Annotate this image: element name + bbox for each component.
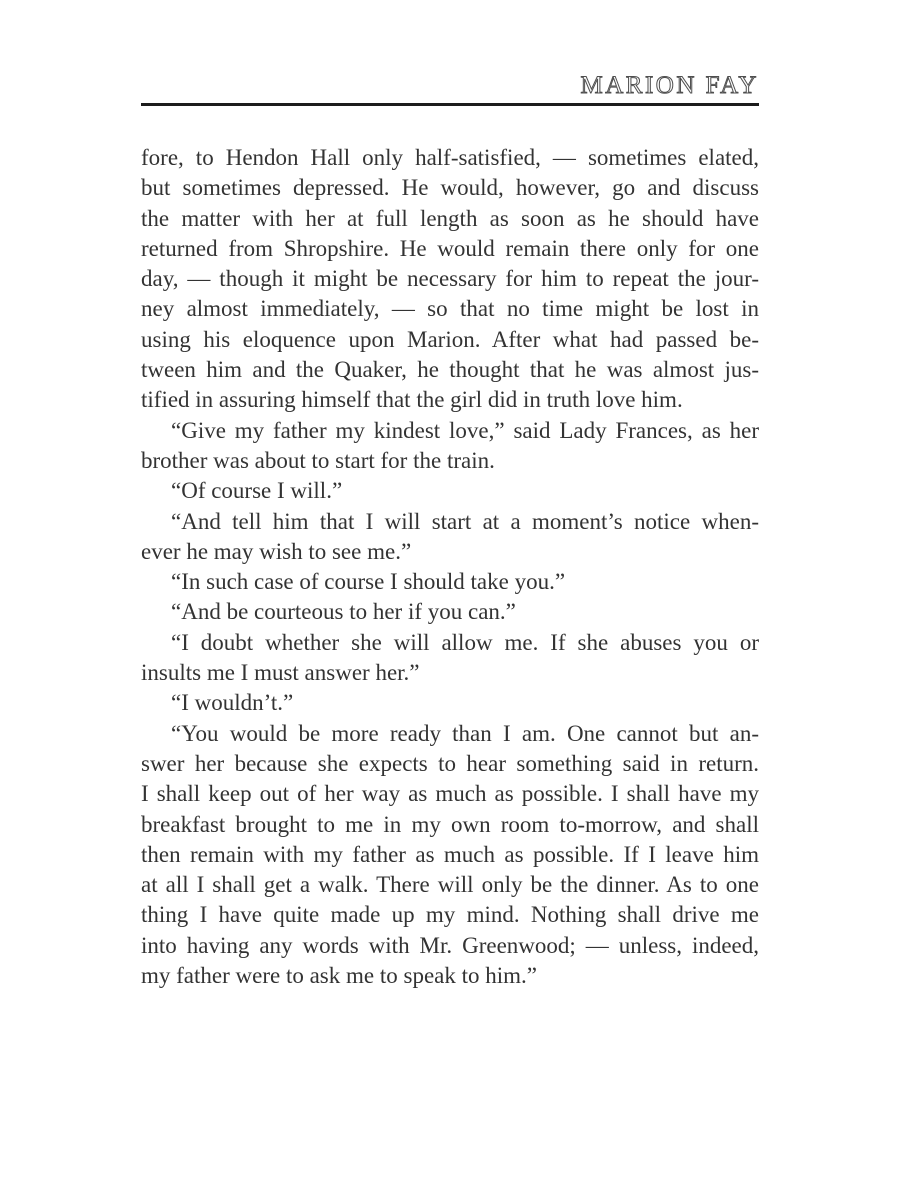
text-line: ney almost immediately, — so that no time might be lost in xyxy=(141,296,759,322)
paragraph xyxy=(141,476,759,506)
text-line: at all I shall get a walk. There will only be the dinner. As to one xyxy=(141,872,759,898)
paragraph xyxy=(141,507,759,568)
page-body xyxy=(141,143,759,991)
text-line: day, — though it might be necessary for him to repeat the jour- xyxy=(141,266,759,292)
text-line: “Of course I will.” xyxy=(171,478,343,504)
text-line: but sometimes depressed. He would, however, go and discuss xyxy=(141,175,759,201)
paragraph xyxy=(141,597,759,627)
text-line: “You would be more ready than I am. One cannot but an- xyxy=(171,720,759,746)
text-line: tified in assuring himself that the girl did in truth love him. xyxy=(141,387,683,413)
paragraph xyxy=(141,143,759,416)
text-line: fore, to Hendon Hall only half-satisfied, — sometimes elated, xyxy=(141,145,759,170)
text-line: insults me I must answer her.” xyxy=(141,660,420,686)
paragraph xyxy=(141,628,759,689)
header-rule xyxy=(141,103,759,106)
text-line: “And tell him that I will start at a moment’s notice when- xyxy=(171,508,759,534)
text-line: I shall keep out of her way as much as possible. I shall have my xyxy=(141,781,759,807)
text-line: thing I have quite made up my mind. Nothing shall drive me xyxy=(141,902,759,928)
paragraph xyxy=(141,567,759,597)
text-line: ever he may wish to see me.” xyxy=(141,538,412,564)
text-line: returned from Shropshire. He would remain there only for one xyxy=(141,235,759,261)
text-line: “Give my father my kindest love,” said Lady Frances, as her xyxy=(171,417,759,443)
text-line: “And be courteous to her if you can.” xyxy=(171,599,516,625)
paragraph xyxy=(141,688,759,718)
text-line: “In such case of course I should take you.” xyxy=(171,569,566,595)
text-line: swer her because she expects to hear something said in return. xyxy=(141,750,759,776)
running-header-title: MARION FAY xyxy=(580,72,759,99)
text-line: into having any words with Mr. Greenwood; — unless, indeed, xyxy=(141,932,759,958)
text-line: breakfast brought to me in my own room to-morrow, and shall xyxy=(141,811,759,837)
text-line: “I doubt whether she will allow me. If she abuses you or xyxy=(171,629,759,655)
text-line: my father were to ask me to speak to him.” xyxy=(141,963,537,989)
text-line: then remain with my father as much as possible. If I leave him xyxy=(141,841,759,867)
text-line: tween him and the Quaker, he thought that he was almost jus- xyxy=(141,357,759,383)
text-line: brother was about to start for the train. xyxy=(141,447,495,473)
text-line: using his eloquence upon Marion. After what had passed be- xyxy=(141,326,759,352)
paragraph xyxy=(141,416,759,477)
text-line: “I wouldn’t.” xyxy=(171,690,294,716)
text-line: the matter with her at full length as soon as he should have xyxy=(141,205,759,231)
paragraph xyxy=(141,719,759,992)
running-header xyxy=(141,73,759,98)
